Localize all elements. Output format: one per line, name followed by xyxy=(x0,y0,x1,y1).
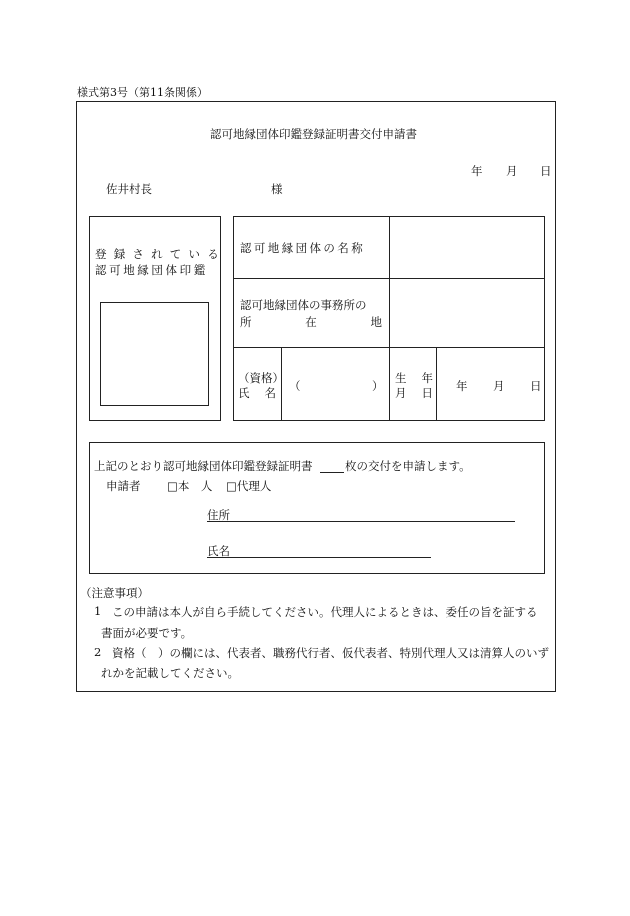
table-divider xyxy=(436,347,437,421)
qualification-paren-close: ） xyxy=(372,379,384,393)
addressee-name: 佐井村長 xyxy=(106,182,152,196)
note2-line1: 資格（ ）の欄には、代表者、職務代行者、仮代表者、特別代理人又は清算人のいず xyxy=(112,646,549,660)
date-year-label: 年 xyxy=(471,164,483,178)
seal-label-line1: 登録されている xyxy=(95,247,226,261)
birth-month-label: 月 xyxy=(493,379,505,393)
request-text-after: 枚の交付を申請します。 xyxy=(345,459,471,473)
note1-line1: この申請は本人が自ら手続してください。代理人によるときは、委任の旨を証する xyxy=(112,605,538,619)
copies-field[interactable] xyxy=(320,472,344,473)
group-name-field[interactable] xyxy=(391,224,541,274)
table-divider xyxy=(389,347,390,421)
table-divider xyxy=(389,216,390,347)
note2-number: 2 xyxy=(94,645,102,659)
addressee-honorific: 様 xyxy=(271,182,283,196)
qualification-label: （資格） xyxy=(238,371,284,385)
qualification-paren-open: （ xyxy=(289,379,301,393)
notes-heading: （注意事項） xyxy=(80,586,149,600)
office-label-line2: 所 在 地 xyxy=(240,315,382,329)
office-address-field[interactable] xyxy=(391,282,541,342)
form-title: 認可地縁団体印鑑登録証明書交付申請書 xyxy=(210,127,417,141)
address-label: 住所 xyxy=(207,508,230,522)
date-day-label: 日 xyxy=(540,164,552,178)
seal-label-line2: 認可地縁団体印鑑 xyxy=(95,263,208,277)
birth-label-line1: 生 年 xyxy=(395,371,433,385)
applicant-name-label: 氏名 xyxy=(207,544,230,558)
seal-stamp-area[interactable] xyxy=(100,302,209,406)
date-month-label: 月 xyxy=(506,164,518,178)
person-name-label: 氏 名 xyxy=(238,386,276,400)
option-agent-checkbox[interactable]: □代理人 xyxy=(226,479,272,493)
request-text-before: 上記のとおり認可地縁団体印鑑登録証明書 xyxy=(94,459,313,473)
office-label-line1: 認可地縁団体の事務所の xyxy=(240,298,367,312)
applicant-name-field[interactable] xyxy=(207,557,431,558)
address-field[interactable] xyxy=(207,521,515,522)
table-divider xyxy=(233,278,545,279)
birth-year-label: 年 xyxy=(456,379,468,393)
form-number: 様式第3号（第11条関係） xyxy=(77,86,208,99)
applicant-label: 申請者 xyxy=(106,479,141,493)
qualification-name-field[interactable] xyxy=(300,366,368,402)
group-name-label: 認可地縁団体の名称 xyxy=(240,241,366,255)
birth-day-label: 日 xyxy=(530,379,542,393)
note1-number: 1 xyxy=(94,604,102,618)
birth-label-line2: 月 日 xyxy=(395,386,433,400)
note1-line2: 書面が必要です。 xyxy=(101,626,193,640)
note2-line2: れかを記載してください。 xyxy=(101,666,239,680)
option-self-checkbox[interactable]: □本 人 xyxy=(167,479,213,493)
